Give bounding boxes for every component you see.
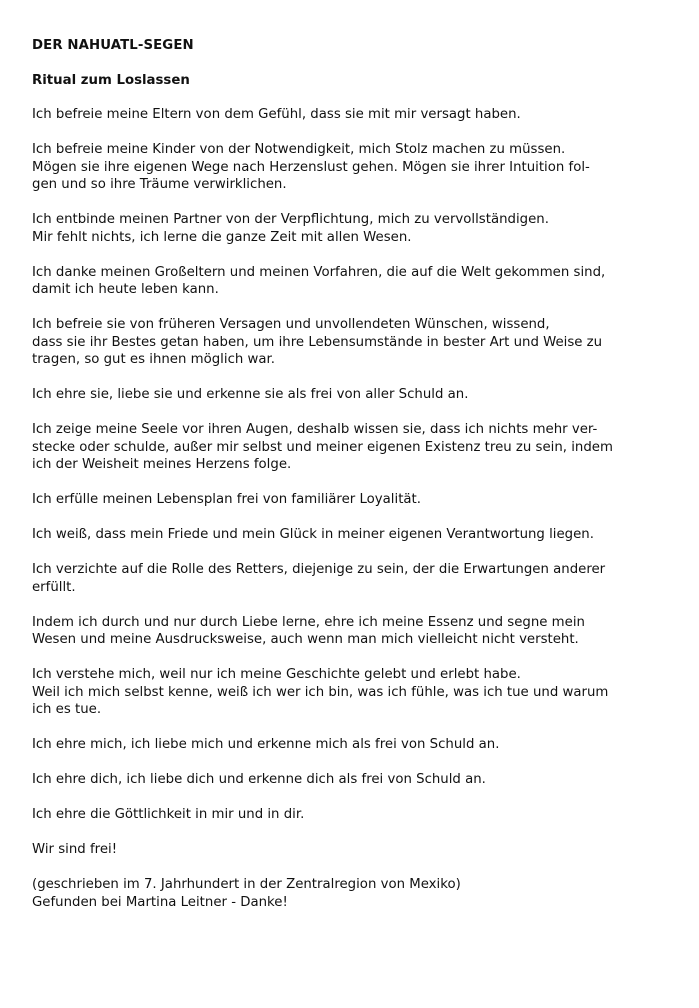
paragraph-line: Ich verstehe mich, weil nur ich meine Geschichte gelebt und erlebt habe. xyxy=(32,667,521,682)
paragraph xyxy=(32,211,672,246)
paragraph xyxy=(32,736,672,754)
paragraph-line: dass sie ihr Bestes getan haben, um ihre Lebensumstände in bester Art und Weise zu xyxy=(32,334,603,350)
paragraph-line: Ich ehre mich, ich liebe mich und erkenne mich als frei von Schuld an. xyxy=(32,737,500,752)
paragraph-line: Ich zeige meine Seele vor ihren Augen, deshalb wissen sie, dass ich nichts mehr ver- xyxy=(32,422,598,437)
paragraph xyxy=(32,614,672,649)
paragraph-line: Gefunden bei Martina Leitner - Danke! xyxy=(32,894,288,910)
paragraph-line: Ich entbinde meinen Partner von der Verpflichtung, mich zu vervollständigen. xyxy=(32,212,549,227)
paragraph xyxy=(32,316,672,369)
paragraph xyxy=(32,876,672,911)
paragraph xyxy=(32,491,672,509)
paragraph xyxy=(32,561,672,596)
paragraph-line: erfüllt. xyxy=(32,579,76,595)
paragraph-line: Ich ehre sie, liebe sie und erkenne sie als frei von aller Schuld an. xyxy=(32,387,469,402)
paragraph xyxy=(32,526,672,544)
paragraph-line: Weil ich mich selbst kenne, weiß ich wer ich bin, was ich fühle, was ich tue und warum xyxy=(32,684,609,700)
paragraph-line: Ich erfülle meinen Lebensplan frei von familiärer Loyalität. xyxy=(32,492,421,507)
paragraph-line: tragen, so gut es ihnen möglich war. xyxy=(32,352,276,367)
paragraph-line: Ich befreie sie von früheren Versagen und unvollendeten Wünschen, wissend, xyxy=(32,317,550,332)
paragraph-line: Mir fehlt nichts, ich lerne die ganze Zeit mit allen Wesen. xyxy=(32,229,412,245)
document-title: DER NAHUATL-SEGEN xyxy=(32,38,194,53)
paragraph-line: Indem ich durch und nur durch Liebe lerne, ehre ich meine Essenz und segne mein xyxy=(32,614,585,630)
paragraph-line: Wesen und meine Ausdrucksweise, auch wenn man mich vielleicht nicht versteht. xyxy=(32,632,579,647)
paragraph xyxy=(32,421,672,474)
paragraph-line: Ich befreie meine Eltern von dem Gefühl, dass sie mit mir versagt haben. xyxy=(32,107,521,122)
paragraph-line: Ich verzichte auf die Rolle des Retters, diejenige zu sein, der die Erwartungen anderer xyxy=(32,562,606,577)
paragraph-line: Ich weiß, dass mein Friede und mein Glück in meiner eigenen Verantwortung liegen. xyxy=(32,527,594,542)
paragraph xyxy=(32,141,672,194)
paragraph-line: Ich ehre die Göttlichkeit in mir und in dir. xyxy=(32,807,305,822)
paragraph xyxy=(32,841,672,859)
paragraph-line: stecke oder schulde, außer mir selbst und meiner eigenen Existenz treu zu sein, indem xyxy=(32,439,613,455)
paragraph-line: ich der Weisheit meines Herzens folge. xyxy=(32,457,292,472)
paragraph-line: (geschrieben im 7. Jahrhundert in der Zentralregion von Mexiko) xyxy=(32,877,461,892)
paragraph xyxy=(32,106,672,124)
paragraph-line: gen und so ihre Träume verwirklichen. xyxy=(32,177,287,192)
paragraph xyxy=(32,264,672,299)
paragraph-line: ich es tue. xyxy=(32,702,102,717)
paragraph-line: Ich danke meinen Großeltern und meinen Vorfahren, die auf die Welt gekommen sind, xyxy=(32,264,606,280)
document-page xyxy=(32,36,672,929)
document-subtitle: Ritual zum Loslassen xyxy=(32,73,190,88)
paragraph-line: damit ich heute leben kann. xyxy=(32,282,219,297)
paragraph xyxy=(32,386,672,404)
paragraph-line: Mögen sie ihre eigenen Wege nach Herzenslust gehen. Mögen sie ihrer Intuition fol- xyxy=(32,159,590,175)
paragraph-line: Ich ehre dich, ich liebe dich und erkenne dich als frei von Schuld an. xyxy=(32,772,486,787)
paragraph xyxy=(32,771,672,789)
paragraph xyxy=(32,666,672,719)
paragraph-line: Ich befreie meine Kinder von der Notwendigkeit, mich Stolz machen zu müssen. xyxy=(32,142,566,157)
paragraph xyxy=(32,806,672,824)
paragraph-list xyxy=(32,106,672,911)
paragraph-line: Wir sind frei! xyxy=(32,842,118,857)
